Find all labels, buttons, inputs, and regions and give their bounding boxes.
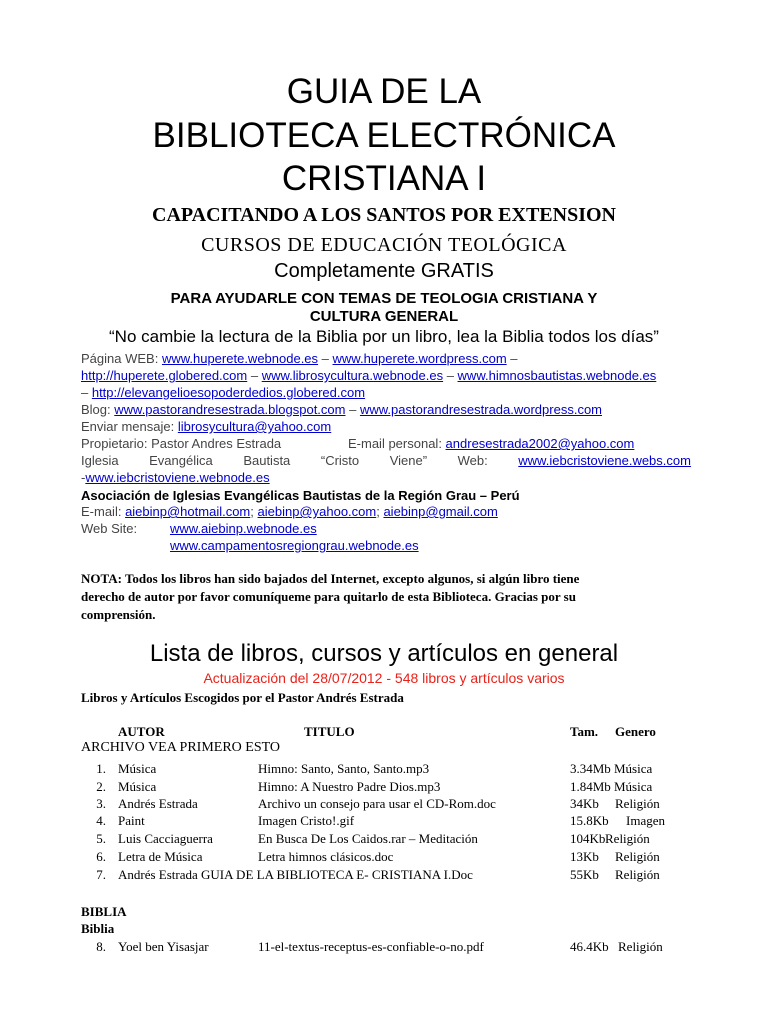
title-line-1: GUIA DE LA [286, 72, 482, 111]
link-huperete-globered[interactable]: http://huperete.globered.com [81, 368, 248, 383]
separator: – [81, 385, 92, 400]
separator: - [81, 470, 86, 485]
row-autor: Andrés Estrada GUIA DE LA BIBLIOTECA E- CRISTIANA I.Doc [118, 867, 473, 882]
table-row [0, 830, 768, 848]
row-tam: 104Kb [570, 831, 606, 846]
table-row [0, 848, 768, 866]
row-autor: Luis Cacciaguerra [118, 831, 213, 846]
separator: ; [376, 504, 384, 519]
link-church-webs[interactable]: www.iebcristoviene.webs.com [518, 453, 691, 468]
row-tam: 55Kb [570, 867, 599, 882]
church-line [81, 452, 691, 469]
nota-paragraph [81, 570, 681, 624]
message-label: Enviar mensaje: [81, 419, 178, 434]
separator: – [247, 368, 262, 383]
separator: – [345, 402, 360, 417]
web-line-2 [81, 367, 691, 384]
row-tam: 15.8Kb [570, 813, 609, 828]
row-genero: Religión [615, 867, 660, 882]
blog-line [81, 401, 691, 418]
col-header-tam: Tam. [570, 724, 599, 739]
message-line [81, 418, 691, 435]
row-titulo: Himno: Santo, Santo, Santo.mp3 [258, 761, 430, 776]
row-genero: Religión [605, 831, 650, 846]
update-note: Actualización del 28/07/2012 - 548 libros y artículos varios [203, 670, 565, 686]
row-titulo: En Busca De Los Caidos.rar – Meditación [258, 831, 478, 846]
row-titulo: Imagen Cristo!.gif [258, 813, 355, 828]
email-line [81, 503, 691, 520]
row-autor: Paint [118, 813, 145, 828]
row-titulo: Archivo un consejo para usar el CD-Rom.doc [258, 796, 496, 811]
link-huperete-webnode[interactable]: www.huperete.webnode.es [161, 351, 319, 366]
table-row [0, 866, 768, 884]
web-line-3 [81, 384, 691, 401]
subtitle-temas-line2: CULTURA GENERAL [309, 308, 459, 325]
nota-line: comprensión. [81, 607, 156, 622]
subtitle-cursos: CURSOS DE EDUCACIÓN TEOLÓGICA [201, 234, 567, 256]
link-campamentos[interactable]: www.campamentosregiongrau.webnode.es [170, 538, 419, 553]
row-number: 3. [96, 796, 106, 811]
row-number: 4. [96, 813, 106, 828]
section-biblia: BIBLIA [81, 904, 127, 919]
association-name: Asociación de Iglesias Evangélicas Bautistas de la Región Grau – Perú [81, 488, 520, 503]
website-label: Web Site: [81, 521, 138, 536]
row-genero: Religión [618, 939, 663, 954]
row-titulo: 11-el-textus-receptus-es-confiable-o-no.pdf [258, 939, 484, 954]
subtitle-temas-line1: PARA AYUDARLE CON TEMAS DE TEOLOGIA CRISTIANA Y [170, 290, 598, 307]
title-line-3: CRISTIANA I [281, 159, 487, 198]
subsection-biblia: Biblia [81, 921, 115, 936]
bible-quote: “No cambie la lectura de la Biblia por un libro, lea la Biblia todos los días” [109, 327, 659, 346]
selected-by-heading: Libros y Artículos Escogidos por el Pastor Andrés Estrada [81, 690, 404, 705]
row-tam: 3.34Mb [570, 761, 611, 776]
row-autor: Andrés Estrada [118, 796, 198, 811]
link-librosycultura[interactable]: www.librosycultura.webnode.es [261, 368, 444, 383]
row-genero: Imagen [626, 813, 665, 828]
nota-line: derecho de autor por favor comuníqueme para quitarlo de esta Biblioteca. Gracias por su [81, 589, 576, 604]
link-email-yahoo[interactable]: aiebinp@yahoo.com [257, 504, 377, 519]
row-tam: 34Kb [570, 796, 599, 811]
link-himnosbautistas[interactable]: www.himnosbautistas.webnode.es [457, 368, 657, 383]
list-title: Lista de libros, cursos y artículos en general [149, 640, 619, 667]
row-genero: Música [614, 779, 653, 794]
section-archivo: ARCHIVO VEA PRIMERO ESTO [81, 740, 281, 755]
col-header-autor: AUTOR [118, 724, 165, 739]
church-word: Evangélica [149, 453, 213, 468]
row-titulo: Himno: A Nuestro Padre Dios.mp3 [258, 779, 441, 794]
owner-label: Propietario: Pastor Andres Estrada [81, 436, 282, 451]
row-number: 6. [96, 849, 106, 864]
link-elevangelio[interactable]: http://elevangelioesopoderdedios.globered.com [91, 385, 366, 400]
row-autor: Música [118, 779, 157, 794]
owner-line [81, 435, 691, 452]
row-autor: Yoel ben Yisasjar [118, 939, 209, 954]
table-row [0, 795, 768, 813]
row-number: 8. [96, 939, 106, 954]
subtitle-capacitando: CAPACITANDO A LOS SANTOS POR EXTENSION [152, 204, 616, 226]
blog-label: Blog: [81, 402, 115, 417]
row-tam: 1.84Mb [570, 779, 611, 794]
row-number: 1. [96, 761, 106, 776]
row-autor: Letra de Música [118, 849, 203, 864]
table-row [0, 812, 768, 830]
web-line-1 [81, 350, 691, 367]
row-number: 2. [96, 779, 106, 794]
link-huperete-wordpress[interactable]: www.huperete.wordpress.com [332, 351, 507, 366]
subtitle-gratis: Completamente GRATIS [274, 260, 494, 282]
link-email-hotmail[interactable]: aiebinp@hotmail.com [125, 504, 251, 519]
separator: – [506, 351, 518, 366]
church-word: “Cristo [320, 453, 360, 468]
row-genero: Música [614, 761, 653, 776]
nota-line: NOTA: Todos los libros han sido bajados del Internet, excepto algunos, si algún libro tiene [81, 571, 580, 586]
row-autor: Música [118, 761, 157, 776]
personal-email-label: E-mail personal: [348, 436, 446, 451]
title-line-2: BIBLIOTECA ELECTRÓNICA [152, 116, 616, 155]
church-word: Bautista [243, 453, 291, 468]
link-blog-blogspot[interactable]: www.pastorandresestrada.blogspot.com [114, 402, 346, 417]
row-tam: 46.4Kb [570, 939, 609, 954]
table-row [0, 938, 768, 956]
church-word: Iglesia [81, 453, 119, 468]
row-genero: Religión [615, 796, 660, 811]
link-aiebinp-webnode[interactable]: www.aiebinp.webnode.es [170, 521, 317, 536]
row-titulo: Letra himnos clásicos.doc [258, 849, 394, 864]
row-genero: Religión [615, 849, 660, 864]
personal-email-group [348, 435, 634, 452]
email-label: E-mail: [81, 504, 126, 519]
link-personal-email[interactable]: andresestrada2002@yahoo.com [445, 436, 635, 451]
separator: ; [250, 504, 258, 519]
website-line [81, 520, 691, 537]
church-word: Viene” [389, 453, 428, 468]
church-line-2 [81, 469, 691, 486]
table-row [0, 778, 768, 796]
separator: – [443, 368, 458, 383]
link-email-gmail[interactable]: aiebinp@gmail.com [383, 504, 498, 519]
table-row [0, 760, 768, 778]
row-number: 7. [96, 867, 106, 882]
web-label: Página WEB: [81, 351, 162, 366]
row-tam: 13Kb [570, 849, 599, 864]
col-header-genero: Genero [615, 724, 656, 739]
link-message-email[interactable]: librosycultura@yahoo.com [177, 419, 332, 434]
col-header-titulo: TITULO [304, 724, 355, 739]
church-word: Web: [457, 453, 488, 468]
row-number: 5. [96, 831, 106, 846]
link-blog-wordpress[interactable]: www.pastorandresestrada.wordpress.com [359, 402, 603, 417]
separator: – [318, 351, 333, 366]
link-church-webnode[interactable]: www.iebcristoviene.webnode.es [85, 470, 270, 485]
